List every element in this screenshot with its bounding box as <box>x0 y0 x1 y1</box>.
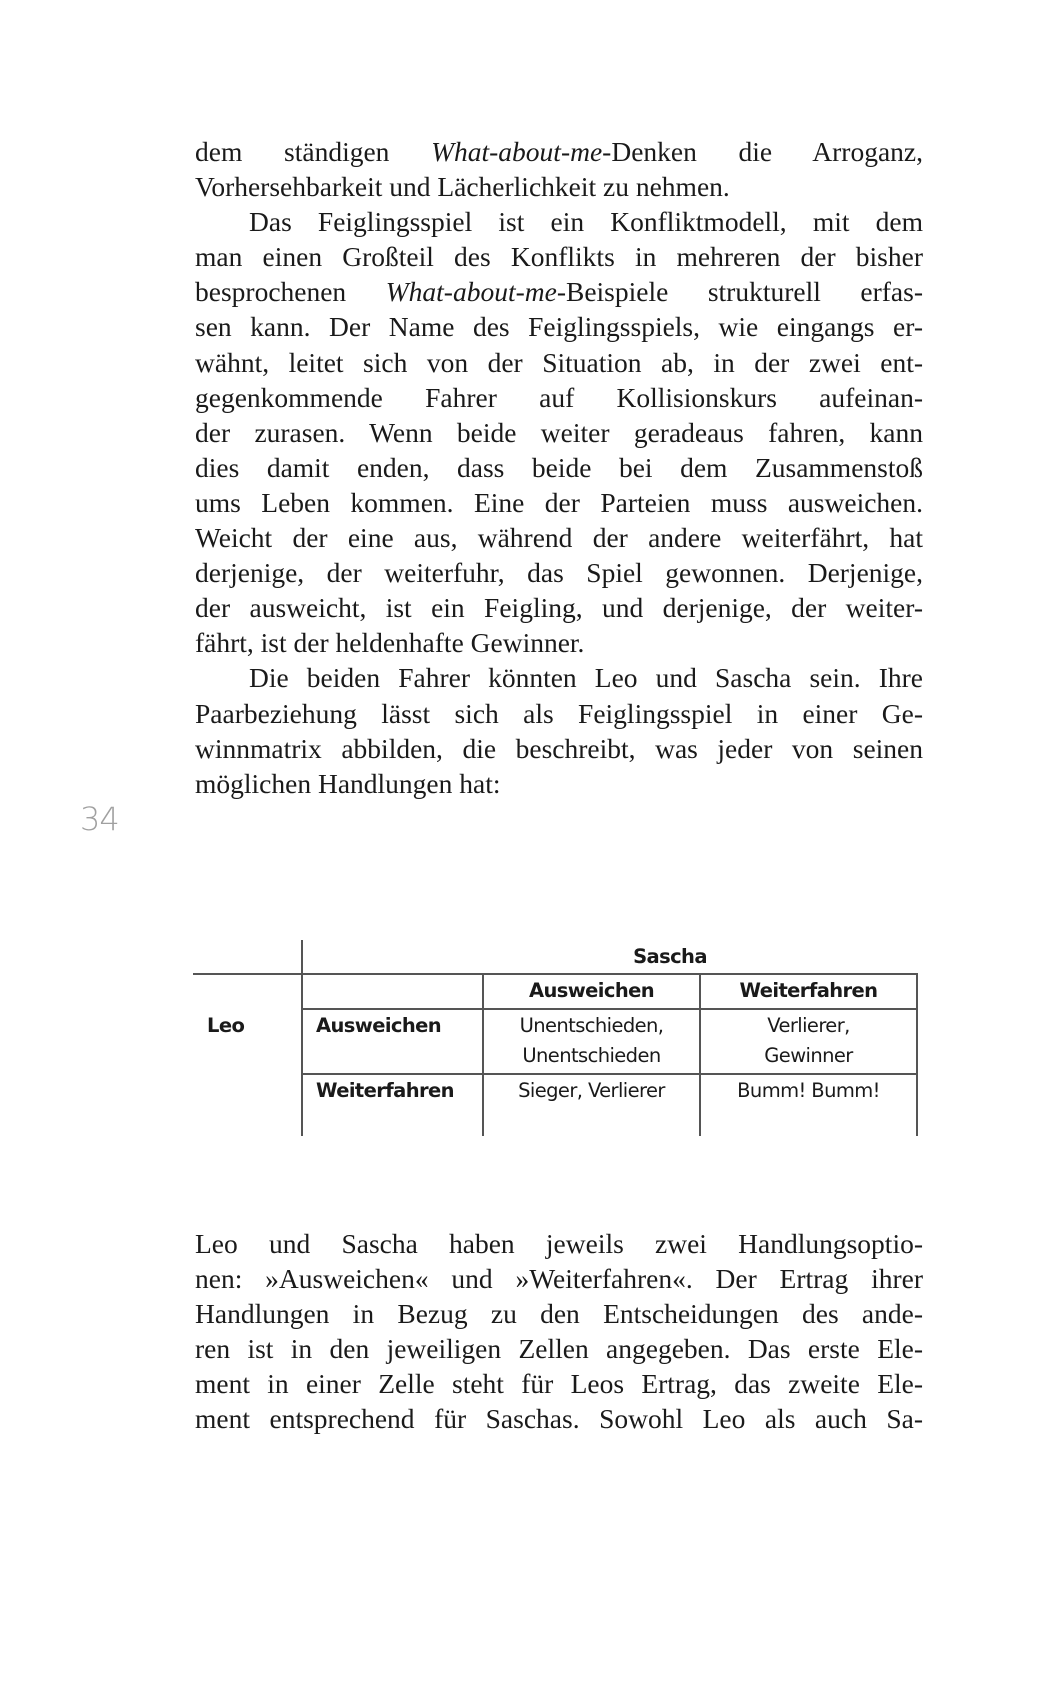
text-run: Handlungen in Bezug zu den Entscheidungen des ande- <box>195 1298 923 1330</box>
text-run: dies damit enden, dass beide bei dem Zusammenstoß <box>195 451 923 483</box>
body-text-before-table <box>195 134 923 801</box>
leo-payoff: Verlierer, <box>767 1014 850 1037</box>
text-line <box>195 696 923 731</box>
text-run: man einen Großteil des Konflikts in mehreren der bisher <box>195 241 923 273</box>
text-line <box>195 169 923 204</box>
text-line <box>195 1366 923 1401</box>
text-line <box>195 450 923 485</box>
text-run: dem ständigen <box>195 136 432 167</box>
text-line <box>195 1401 923 1436</box>
sascha-payoff: Unentschieden <box>522 1044 661 1067</box>
italic-term: What-about-me <box>385 276 557 308</box>
text-run: besprochenen <box>195 276 386 308</box>
text-run: ment in einer Zelle steht für Leos Ertrag, das zweite Ele- <box>195 1368 923 1400</box>
text-run: Paarbeziehung lässt sich als Feiglingsspiel in einer Ge- <box>195 697 923 729</box>
text-run: -Denken die Arroganz, <box>602 136 923 167</box>
text-run: -Beispiele strukturell erfas- <box>556 276 923 308</box>
text-run: der ausweicht, ist ein Feigling, und derjenige, der weiter- <box>195 592 923 624</box>
text-line <box>195 1261 923 1296</box>
body-text-after-table <box>195 1226 923 1437</box>
text-run: gegenkommende Fahrer auf Kollisionskurs aufeinan- <box>195 381 923 413</box>
text-line <box>195 274 923 309</box>
text-line <box>195 731 923 766</box>
text-line <box>195 415 923 450</box>
text-run: Leo und Sascha haben jeweils zwei Handlungsoptio- <box>195 1228 923 1259</box>
table-divider <box>482 974 484 1136</box>
column-header-weiterfahren: Weiterfahren <box>739 979 878 1002</box>
sascha-payoff: Gewinner <box>764 1044 853 1067</box>
text-run: ment entsprechend für Saschas. Sowohl Leo als auch Sa- <box>195 1403 923 1435</box>
text-line <box>195 1226 923 1261</box>
text-run: Das Feiglingsspiel ist ein Konfliktmodell, mit dem <box>249 206 923 238</box>
payoff-cell: Sieger, Verlierer <box>518 1079 665 1102</box>
text-line <box>195 485 923 520</box>
row-player-label: Leo <box>207 1014 245 1037</box>
text-run: winnmatrix abbilden, die beschreibt, was jeder von seinen <box>195 732 923 764</box>
column-header-ausweichen: Ausweichen <box>528 979 655 1002</box>
table-divider <box>193 973 918 975</box>
column-player-label: Sascha <box>633 945 707 968</box>
text-line <box>195 766 923 801</box>
text-run: derjenige, der weiterfuhr, das Spiel gewonnen. Derjenige, <box>195 557 923 589</box>
text-line <box>195 204 923 239</box>
text-line <box>195 239 923 274</box>
leo-payoff: Unentschieden, <box>519 1014 664 1037</box>
row-header-ausweichen: Ausweichen <box>316 1014 442 1037</box>
text-line <box>195 1331 923 1366</box>
payoff-cell: Bumm! Bumm! <box>737 1079 880 1102</box>
text-line <box>195 134 923 169</box>
italic-term: What-about-me <box>431 136 603 167</box>
text-line <box>195 1296 923 1331</box>
text-run: Die beiden Fahrer könnten Leo und Sascha sein. Ihre <box>249 662 923 694</box>
text-run: wähnt, leitet sich von der Situation ab, in der zwei ent- <box>195 346 923 378</box>
text-line <box>195 520 923 555</box>
table-divider <box>916 974 918 1136</box>
payoff-cell <box>484 1011 699 1071</box>
text-run: ren ist in den jeweiligen Zellen angegeben. Das erste Ele- <box>195 1333 923 1365</box>
text-line <box>195 625 923 660</box>
text-run: Weicht der eine aus, während der andere weiterfährt, hat <box>195 522 923 554</box>
text-run: sen kann. Der Name des Feiglingsspiels, wie eingangs er- <box>195 311 923 343</box>
text-line <box>195 660 923 695</box>
page-number: 34 <box>80 800 119 838</box>
text-run: der zurasen. Wenn beide weiter geradeaus fahren, kann <box>195 416 923 448</box>
text-run: ums Leben kommen. Eine der Parteien muss ausweichen. <box>195 486 923 518</box>
text-run: Vorhersehbarkeit und Lächerlichkeit zu nehmen. <box>195 171 730 203</box>
table-divider <box>301 1008 918 1010</box>
table-divider <box>301 1073 918 1075</box>
payoff-cell <box>701 1011 916 1071</box>
text-line <box>195 380 923 415</box>
text-line <box>195 555 923 590</box>
text-run: nen: »Ausweichen« und »Weiterfahren«. Der Ertrag ihrer <box>195 1263 923 1295</box>
text-line <box>195 345 923 380</box>
text-line <box>195 590 923 625</box>
table-divider <box>301 940 303 1136</box>
table-divider <box>699 974 701 1136</box>
text-run: möglichen Handlungen hat: <box>195 767 501 799</box>
text-line <box>195 309 923 344</box>
text-run: fährt, ist der heldenhafte Gewinner. <box>195 627 585 659</box>
row-header-weiterfahren: Weiterfahren <box>316 1079 454 1102</box>
